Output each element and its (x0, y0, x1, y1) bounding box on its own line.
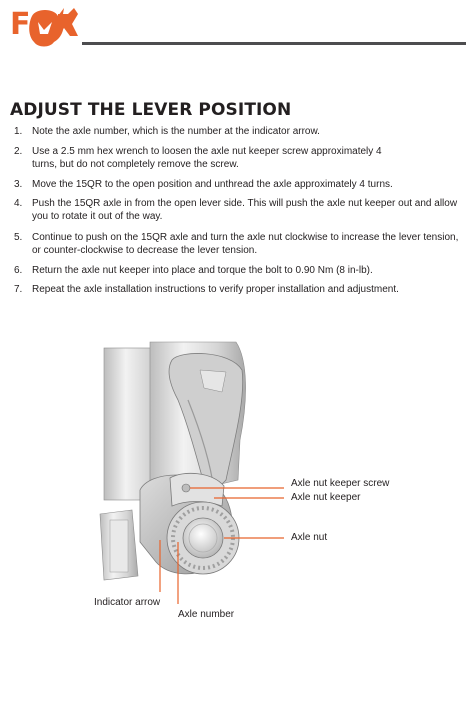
step-text: Move the 15QR to the open position and unthread the axle approximately 4 turns. (32, 179, 393, 190)
step-text: Continue to push on the 15QR axle and turn the axle nut clockwise to increase the lever tension, or counter-clockwise to decrease the lever tension. (32, 232, 459, 256)
axle-illustration (0, 330, 471, 640)
step-number: 7. (14, 284, 23, 295)
axle-nut (183, 518, 223, 558)
page-header (0, 0, 471, 60)
step-number: 6. (14, 265, 23, 276)
step-text: Push the 15QR axle in from the open lever side. This will push the axle nut keeper out and allow you to rotate it out of the way. (32, 198, 458, 222)
step-text: Return the axle nut keeper into place and torque the bolt to 0.90 Nm (8 in-lb). (32, 265, 373, 276)
axle-figure (0, 330, 471, 640)
header-rule (82, 42, 466, 45)
step-number: 2. (14, 146, 23, 157)
step-text: Repeat the axle installation instructions to verify proper installation and adjustment. (32, 284, 399, 295)
step-number: 5. (14, 232, 23, 243)
callout-axle-nut: Axle nut (291, 532, 328, 543)
step-text: Use a 2.5 mm hex wrench to loosen the axle nut keeper screw approximately 4 turns, but do not completely remove the screw. (32, 146, 382, 170)
axle-stub (100, 510, 138, 580)
step-text: Note the axle number, which is the number at the indicator arrow. (32, 126, 320, 137)
callout-axle-nut-keeper: Axle nut keeper (291, 492, 361, 503)
fox-logo (8, 4, 80, 52)
keeper-screw-head (182, 484, 190, 492)
step-number: 4. (14, 198, 23, 209)
page-title: ADJUST THE LEVER POSITION (10, 100, 292, 120)
callout-indicator-arrow: Indicator arrow (94, 597, 161, 608)
callout-axle-number: Axle number (178, 609, 235, 620)
step-number: 1. (14, 126, 23, 137)
svg-text:F: F (10, 7, 30, 42)
callout-axle-nut-keeper-screw: Axle nut keeper screw (291, 478, 390, 489)
step-number: 3. (14, 179, 23, 190)
